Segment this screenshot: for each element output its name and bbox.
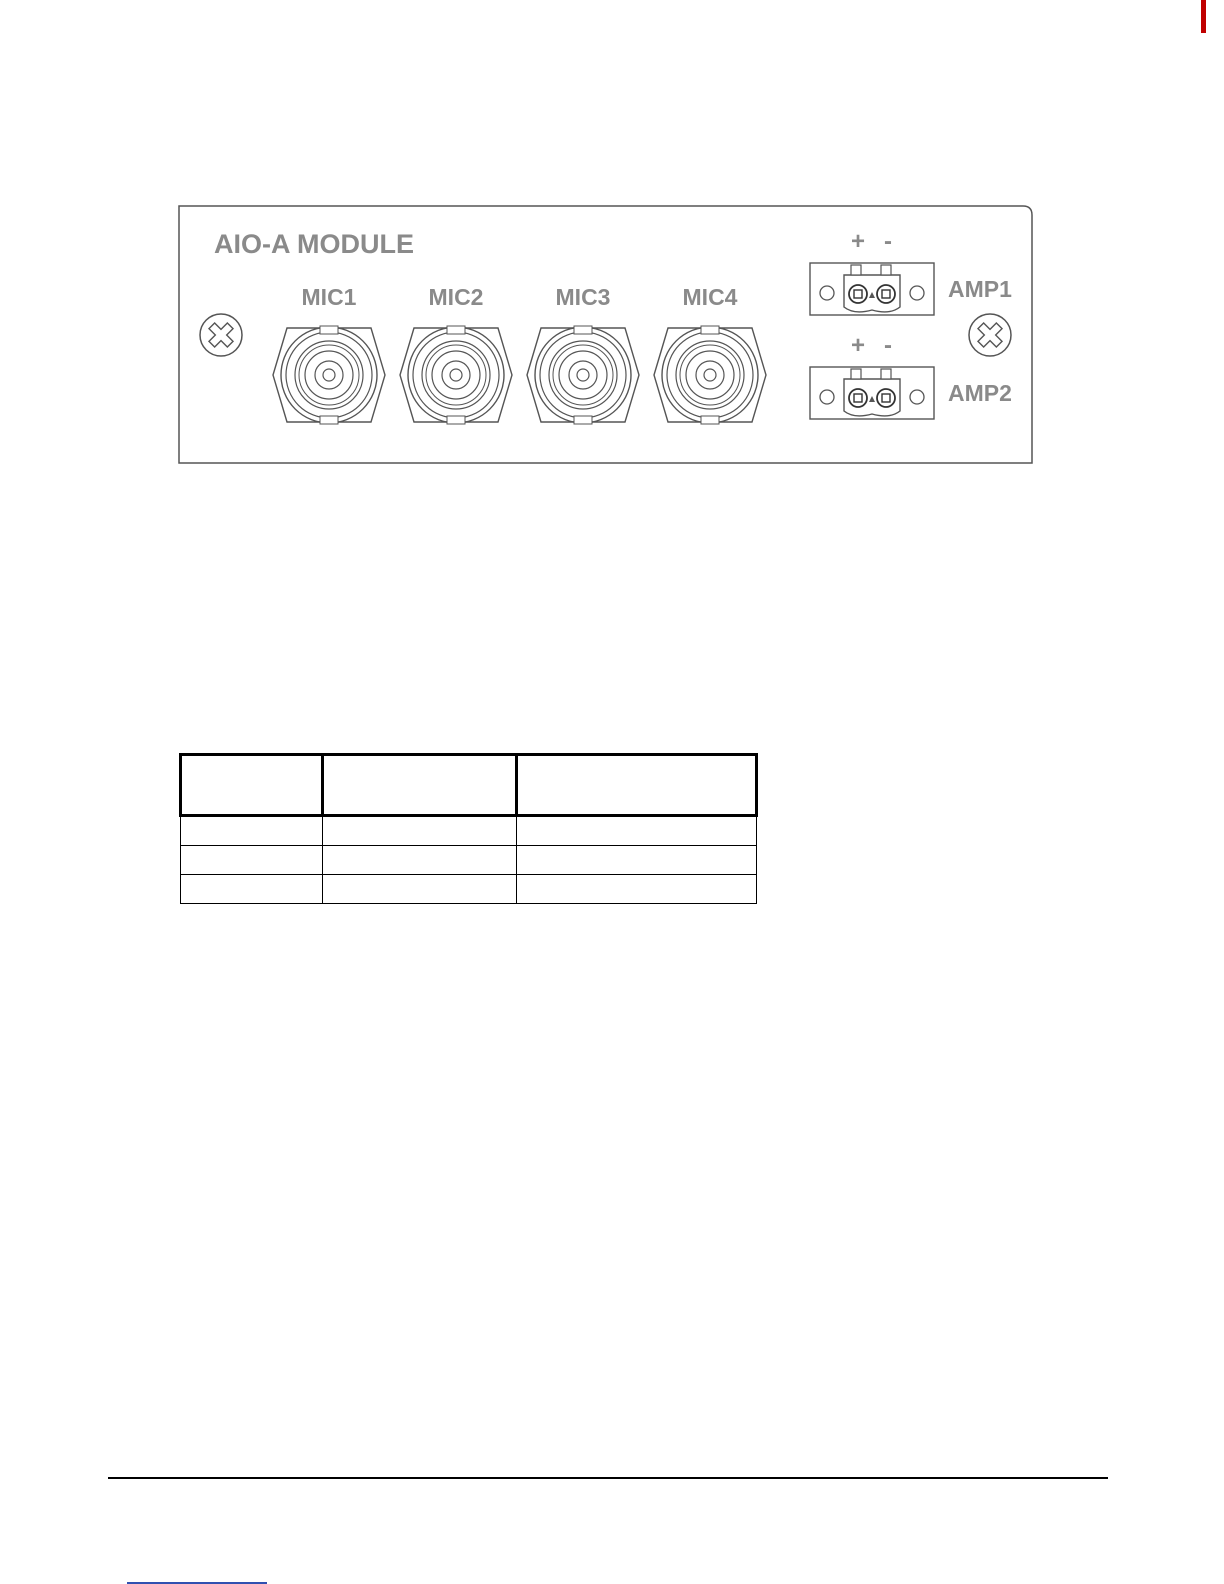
spec-table [179, 753, 758, 904]
mic2-label: MIC2 [428, 284, 484, 310]
table-row [181, 875, 757, 904]
amp2-label: AMP2 [948, 380, 1012, 406]
amp2-plus-label: + [850, 332, 866, 359]
mic4-bnc-connector-icon [654, 326, 766, 424]
page-corner-mark [1201, 0, 1206, 33]
table-cell [323, 875, 517, 904]
table-header-cell [323, 755, 517, 816]
module-title: AIO-A MODULE [214, 229, 414, 259]
mic1-bnc-connector-icon [273, 326, 385, 424]
table-cell [517, 875, 757, 904]
table-cell [181, 875, 323, 904]
module-panel-drawing [178, 205, 1034, 465]
amp1-label: AMP1 [948, 276, 1012, 302]
amp1-plus-label: + [850, 228, 866, 255]
footer-rule [108, 1477, 1108, 1479]
table-row [181, 846, 757, 875]
mounting-screw-left-icon [200, 314, 242, 356]
table-cell [517, 816, 757, 846]
amp1-minus-label: - [884, 228, 892, 255]
table-row [181, 816, 757, 846]
mic3-bnc-connector-icon [527, 326, 639, 424]
table-header-cell [517, 755, 757, 816]
amp1-terminal-block-icon [810, 263, 934, 315]
aio-a-module-panel [178, 205, 1034, 465]
mic4-label: MIC4 [682, 284, 738, 310]
table-header-cell [181, 755, 323, 816]
table-cell [323, 816, 517, 846]
mounting-screw-right-icon [969, 314, 1011, 356]
table-cell [517, 846, 757, 875]
table-cell [323, 846, 517, 875]
table-cell [181, 816, 323, 846]
amp2-terminal-block-icon [810, 367, 934, 419]
mic1-label: MIC1 [301, 284, 357, 310]
mic2-bnc-connector-icon [400, 326, 512, 424]
amp2-minus-label: - [884, 332, 892, 359]
mic3-label: MIC3 [555, 284, 611, 310]
table-cell [181, 846, 323, 875]
table-header-row [181, 755, 757, 816]
